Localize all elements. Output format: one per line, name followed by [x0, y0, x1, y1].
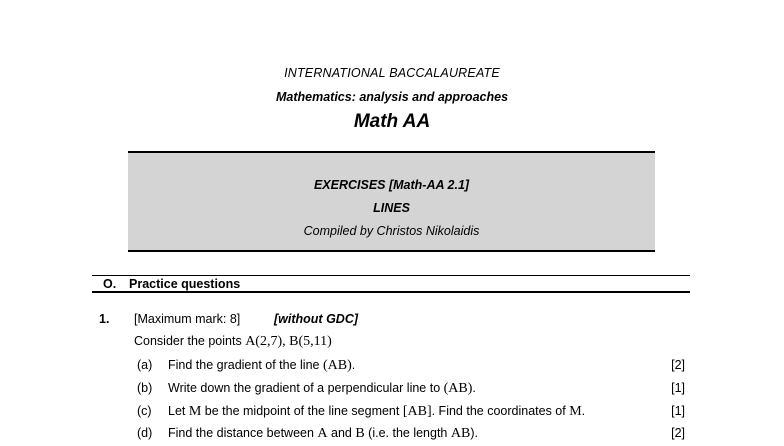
- part-text: Find the distance between A and B (i.e. the length AB).: [168, 426, 478, 441]
- compiler-credit: Compiled by Christos Nikolaidis: [303, 224, 480, 238]
- question-intro-points: A(2,7), B(5,11): [245, 334, 332, 349]
- question-number: 1.: [99, 312, 110, 326]
- question-max-mark: [Maximum mark: 8]: [134, 312, 241, 326]
- part-mark: [2]: [671, 358, 685, 372]
- part-label: (a): [137, 358, 153, 372]
- section-number: O.: [103, 277, 117, 291]
- question-part: [0, 358, 784, 378]
- section-header: [92, 275, 690, 293]
- part-label: (d): [137, 426, 153, 440]
- topic-title: LINES: [373, 201, 410, 215]
- question-gdc-note: [without GDC]: [274, 312, 359, 326]
- question-intro: [134, 334, 332, 350]
- part-label: (b): [137, 381, 153, 395]
- part-label: (c): [137, 404, 152, 418]
- institution-title: INTERNATIONAL BACCALAUREATE: [284, 66, 500, 80]
- part-mark: [1]: [671, 404, 685, 418]
- question-part: [0, 381, 784, 401]
- part-mark: [1]: [671, 381, 685, 395]
- section-title: Practice questions: [129, 277, 241, 291]
- subject-title: Mathematics: analysis and approaches: [275, 90, 509, 104]
- question-part: [0, 404, 784, 424]
- part-mark: [2]: [671, 426, 685, 440]
- part-text: Write down the gradient of a perpendicular line to (AB).: [168, 381, 476, 396]
- part-text: Find the gradient of the line (AB).: [168, 358, 356, 373]
- course-title: Math AA: [353, 111, 431, 132]
- exercises-title: EXERCISES [Math-AA 2.1]: [313, 178, 470, 192]
- title-box: [128, 151, 655, 252]
- part-text: Let M be the midpoint of the line segment [AB]. Find the coordinates of M.: [168, 404, 586, 419]
- question-part: [0, 426, 784, 446]
- question-intro-text: Consider the points: [134, 334, 242, 348]
